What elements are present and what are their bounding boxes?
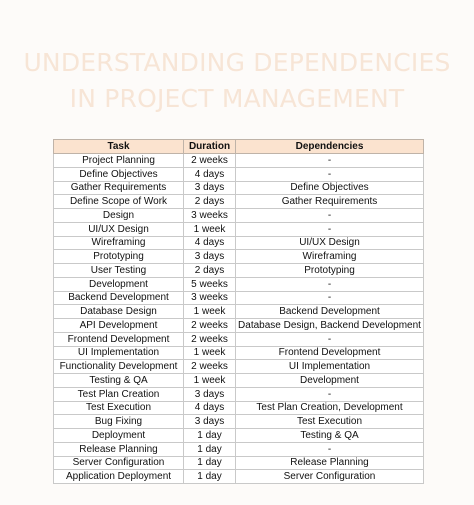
dependencies-cell: Define Objectives — [236, 181, 424, 195]
table-row — [54, 181, 424, 195]
duration-cell: 1 day — [184, 429, 236, 443]
table-header-row — [54, 140, 424, 154]
table-row — [54, 360, 424, 374]
table-row — [54, 319, 424, 333]
dependencies-table-container — [53, 139, 423, 484]
duration-cell: 2 days — [184, 195, 236, 209]
duration-cell: 1 day — [184, 456, 236, 470]
table-row — [54, 374, 424, 388]
duration-cell: 2 weeks — [184, 332, 236, 346]
table-row — [54, 250, 424, 264]
task-cell: Test Plan Creation — [54, 387, 184, 401]
task-cell: Functionality Development — [54, 360, 184, 374]
table-row — [54, 346, 424, 360]
duration-cell: 1 week — [184, 374, 236, 388]
duration-cell: 1 day — [184, 442, 236, 456]
duration-cell: 4 days — [184, 167, 236, 181]
table-row — [54, 442, 424, 456]
page-title-line-1: UNDERSTANDING DEPENDENCIES — [23, 48, 451, 77]
dependencies-cell: UI Implementation — [236, 360, 424, 374]
task-cell: Testing & QA — [54, 374, 184, 388]
table-row — [54, 305, 424, 319]
task-cell: Define Objectives — [54, 167, 184, 181]
task-cell: Gather Requirements — [54, 181, 184, 195]
task-cell: Design — [54, 209, 184, 223]
table-row — [54, 401, 424, 415]
dependencies-cell: Prototyping — [236, 264, 424, 278]
duration-cell: 1 week — [184, 305, 236, 319]
duration-cell: 3 weeks — [184, 291, 236, 305]
table-row — [54, 291, 424, 305]
dependencies-cell: - — [236, 332, 424, 346]
table-body — [54, 154, 424, 484]
dependencies-cell: - — [236, 291, 424, 305]
dependencies-cell: Frontend Development — [236, 346, 424, 360]
task-cell: Database Design — [54, 305, 184, 319]
page-title-line-2: IN PROJECT MANAGEMENT — [69, 84, 405, 113]
duration-cell: 2 weeks — [184, 154, 236, 168]
task-cell: Release Planning — [54, 442, 184, 456]
dependencies-cell: UI/UX Design — [236, 236, 424, 250]
table-row — [54, 456, 424, 470]
task-cell: UI Implementation — [54, 346, 184, 360]
dependencies-cell: Backend Development — [236, 305, 424, 319]
task-cell: Wireframing — [54, 236, 184, 250]
task-cell: Application Deployment — [54, 470, 184, 484]
duration-cell: 3 days — [184, 250, 236, 264]
dependencies-cell: Test Execution — [236, 415, 424, 429]
dependencies-cell: Server Configuration — [236, 470, 424, 484]
dependencies-cell: Release Planning — [236, 456, 424, 470]
task-cell: Prototyping — [54, 250, 184, 264]
task-cell: Backend Development — [54, 291, 184, 305]
dependencies-cell: - — [236, 154, 424, 168]
task-cell: Test Execution — [54, 401, 184, 415]
dependencies-cell: Testing & QA — [236, 429, 424, 443]
dependencies-cell: - — [236, 167, 424, 181]
table-row — [54, 236, 424, 250]
duration-cell: 1 day — [184, 470, 236, 484]
duration-cell: 2 weeks — [184, 360, 236, 374]
dependencies-cell: Development — [236, 374, 424, 388]
task-cell: Bug Fixing — [54, 415, 184, 429]
task-cell: UI/UX Design — [54, 222, 184, 236]
table-row — [54, 387, 424, 401]
dependencies-cell: - — [236, 209, 424, 223]
table-row — [54, 429, 424, 443]
duration-cell: 5 weeks — [184, 277, 236, 291]
duration-cell: 3 weeks — [184, 209, 236, 223]
dependencies-cell: - — [236, 277, 424, 291]
header-dependencies: Dependencies — [236, 140, 424, 154]
duration-cell: 4 days — [184, 236, 236, 250]
dependencies-table — [53, 139, 424, 484]
duration-cell: 3 days — [184, 181, 236, 195]
table-row — [54, 470, 424, 484]
dependencies-cell: - — [236, 442, 424, 456]
task-cell: User Testing — [54, 264, 184, 278]
dependencies-cell: Wireframing — [236, 250, 424, 264]
dependencies-cell: Database Design, Backend Development — [236, 319, 424, 333]
task-cell: Project Planning — [54, 154, 184, 168]
task-cell: Deployment — [54, 429, 184, 443]
dependencies-cell: - — [236, 222, 424, 236]
table-row — [54, 167, 424, 181]
duration-cell: 1 week — [184, 222, 236, 236]
table-row — [54, 222, 424, 236]
table-row — [54, 195, 424, 209]
table-row — [54, 209, 424, 223]
task-cell: Define Scope of Work — [54, 195, 184, 209]
table-row — [54, 332, 424, 346]
table-row — [54, 264, 424, 278]
task-cell: Development — [54, 277, 184, 291]
table-row — [54, 154, 424, 168]
table-row — [54, 415, 424, 429]
duration-cell: 3 days — [184, 387, 236, 401]
table-row — [54, 277, 424, 291]
dependencies-cell: Gather Requirements — [236, 195, 424, 209]
header-task: Task — [54, 140, 184, 154]
task-cell: Frontend Development — [54, 332, 184, 346]
task-cell: Server Configuration — [54, 456, 184, 470]
duration-cell: 1 week — [184, 346, 236, 360]
duration-cell: 3 days — [184, 415, 236, 429]
duration-cell: 2 days — [184, 264, 236, 278]
dependencies-cell: Test Plan Creation, Development — [236, 401, 424, 415]
task-cell: API Development — [54, 319, 184, 333]
duration-cell: 2 weeks — [184, 319, 236, 333]
header-duration: Duration — [184, 140, 236, 154]
dependencies-cell: - — [236, 387, 424, 401]
duration-cell: 4 days — [184, 401, 236, 415]
